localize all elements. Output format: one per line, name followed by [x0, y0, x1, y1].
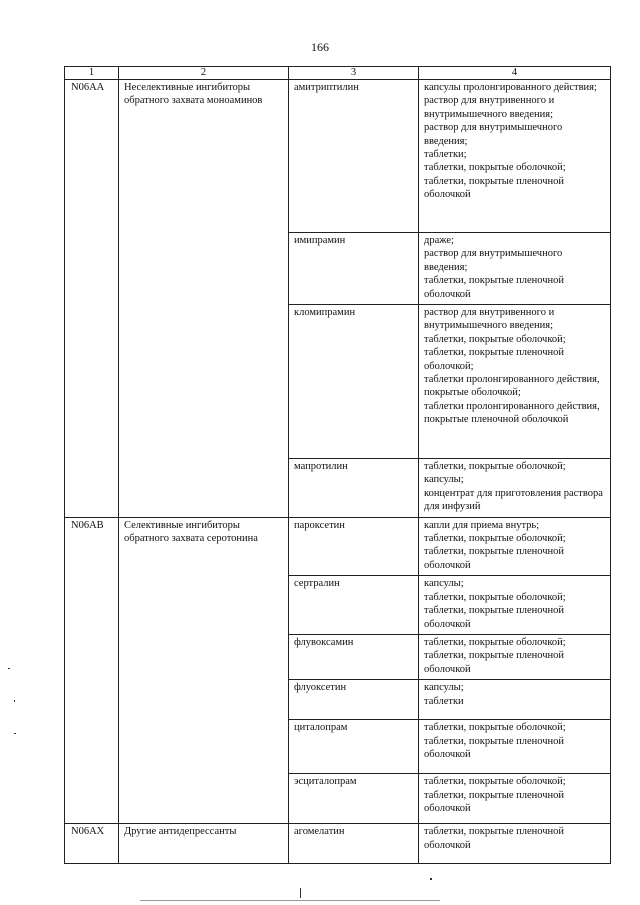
drug-name: амитриптилин — [289, 80, 419, 233]
dosage-form: таблетки, покрытые пленочной оболочкой — [424, 546, 565, 571]
header-col-4: 4 — [419, 67, 611, 80]
drug-name: агомелатин — [289, 824, 419, 864]
dosage-forms — [419, 824, 611, 864]
dosage-form: таблетки, покрытые пленочной оболочкой — [424, 735, 565, 760]
scan-mark — [8, 668, 10, 669]
dosage-form: таблетки, покрытые пленочной оболочкой; — [424, 347, 565, 372]
atc-code: N06AA — [65, 80, 119, 518]
dosage-form: раствор для внутривенного и внутримышечного введения; — [424, 95, 555, 120]
drug-name: эсциталопрам — [289, 774, 419, 824]
group-name: Другие антидепрессанты — [119, 824, 289, 864]
dosage-form: раствор для внутримышечного введения; — [424, 122, 563, 147]
drug-name: флувоксамин — [289, 634, 419, 679]
dosage-form: капсулы; — [424, 578, 464, 590]
dosage-form: таблетки, покрытые оболочкой; — [424, 591, 566, 603]
page-number: 166 — [311, 40, 329, 54]
header-col-3: 3 — [289, 67, 419, 80]
dosage-form: драже; — [424, 235, 454, 246]
dosage-form: таблетки, покрытые пленочной оболочкой — [424, 789, 565, 814]
header-col-2: 2 — [119, 67, 289, 80]
dosage-forms — [419, 576, 611, 635]
drug-name: циталопрам — [289, 720, 419, 774]
dosage-form: капсулы; — [424, 474, 464, 486]
dosage-form: таблетки пролонгированного действия, покрытые оболочкой; — [424, 374, 600, 399]
header-col-1: 1 — [65, 67, 119, 80]
atc-code: N06AX — [65, 824, 119, 864]
dosage-forms — [419, 680, 611, 720]
drug-table — [64, 66, 611, 864]
dosage-form: таблетки, покрытые пленочной оболочкой — [424, 275, 565, 300]
dosage-form: таблетки пролонгированного действия, покрытые пленочной оболочкой — [424, 400, 600, 426]
group-name: Неселективные ингибиторы обратного захвата моноаминов — [119, 80, 289, 518]
dosage-form: таблетки, покрытые оболочкой; — [424, 776, 566, 788]
dosage-form: таблетки, покрытые оболочкой; — [424, 461, 566, 473]
scan-mark — [300, 888, 301, 898]
dosage-form: таблетки; — [424, 149, 467, 161]
table-row — [65, 824, 611, 864]
atc-code: N06AB — [65, 517, 119, 823]
table-body — [65, 67, 611, 864]
scan-mark — [14, 700, 15, 702]
dosage-forms — [419, 233, 611, 305]
header-row — [65, 67, 611, 80]
dosage-form: таблетки, покрытые оболочкой; — [424, 333, 566, 345]
dosage-forms — [419, 305, 611, 459]
drug-name: имипрамин — [289, 233, 419, 305]
dosage-form: капсулы; — [424, 682, 464, 694]
dosage-forms — [419, 459, 611, 518]
dosage-form: таблетки, покрытые пленочной оболочкой — [424, 605, 565, 630]
scan-mark — [430, 878, 432, 880]
dosage-form: капсулы пролонгированного действия; — [424, 82, 597, 93]
scan-mark — [14, 733, 16, 734]
dosage-form: таблетки, покрытые пленочной оболочкой — [424, 826, 565, 851]
drug-name: пароксетин — [289, 517, 419, 576]
dosage-form: раствор для внутримышечного введения; — [424, 248, 563, 273]
scan-mark — [140, 900, 440, 901]
dosage-form: таблетки, покрытые пленочной оболочкой — [424, 175, 565, 201]
dosage-forms — [419, 720, 611, 774]
dosage-form: раствор для внутривенного и внутримышечного введения; — [424, 307, 555, 332]
dosage-forms — [419, 634, 611, 679]
group-name: Селективные ингибиторы обратного захвата серотонина — [119, 517, 289, 823]
dosage-form: концентрат для приготовления раствора для инфузий — [424, 487, 603, 513]
dosage-forms — [419, 80, 611, 233]
drug-name: мапротилин — [289, 459, 419, 518]
dosage-form: таблетки, покрытые оболочкой; — [424, 636, 566, 648]
drug-name: сертралин — [289, 576, 419, 635]
dosage-form: капли для приема внутрь; — [424, 519, 540, 531]
table-row — [65, 517, 611, 576]
dosage-forms — [419, 517, 611, 576]
dosage-form: таблетки, покрытые пленочной оболочкой — [424, 650, 565, 675]
dosage-form: таблетки, покрытые оболочкой; — [424, 162, 566, 174]
drug-name: кломипрамин — [289, 305, 419, 459]
drug-name: флуоксетин — [289, 680, 419, 720]
table-row — [65, 80, 611, 233]
dosage-form: таблетки, покрытые оболочкой; — [424, 722, 566, 734]
dosage-forms — [419, 774, 611, 824]
dosage-form: таблетки — [424, 695, 464, 707]
dosage-form: таблетки, покрытые оболочкой; — [424, 533, 566, 545]
